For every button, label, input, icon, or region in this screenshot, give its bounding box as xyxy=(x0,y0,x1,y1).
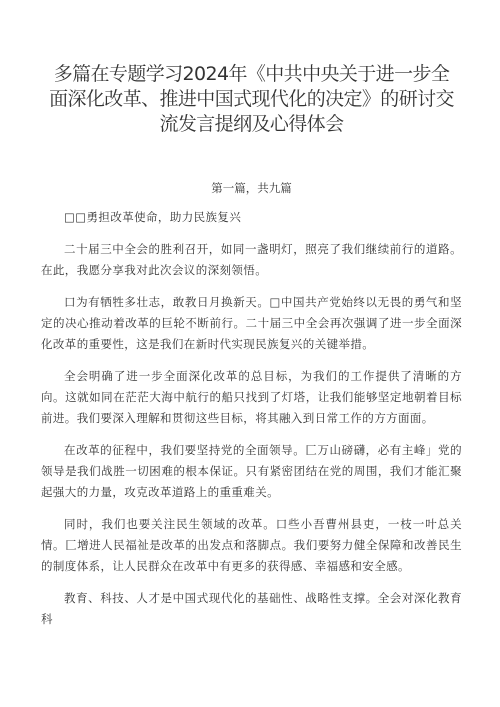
document-body xyxy=(41,207,462,630)
document-title: 多篇在专题学习2024年《中共中央关于进一步全面深化改革、推进中国式现代化的决定》的研讨交流发言提纲及心得体会 xyxy=(49,63,454,135)
paragraph: 在改革的征程中，我们要坚持党的全面领导。匚万山磅礴，必有主峰」党的领导是我们战胜一切困难的根本保证。只有紧密团结在党的周围，我们才能汇聚起强大的力量，攻克改革道路上的重重难关。 xyxy=(41,443,462,499)
paragraph: 全会明确了进一步全面深化改革的总目标，为我们的工作提供了清晰的方向。这就如同在茫茫大海中航行的船只找到了灯塔，让我们能够坚定地朝着目标前进。我们要深入理解和贯彻这些目标，将其融入到日常工作的方方面面。 xyxy=(41,369,462,425)
chapter-label: 第一篇，共九篇 xyxy=(211,181,292,195)
paragraph: 教育、科技、人才是中国式现代化的基础性、战略性支撑。全会对深化教育科 xyxy=(41,591,462,626)
paragraph: 口为有牺牲多壮志，敢教日月换新天。□中国共产党始终以无畏的勇气和坚定的决心推动着改革的巨轮不断前行。二十届三中全会再次强调了进一步全面深化改革的重要性，这是我们在新时代实现民族复兴的关键举措。 xyxy=(41,295,462,351)
section-subtitle: □□勇担改革使命，助力民族复兴 xyxy=(64,210,242,224)
paragraph: 同时，我们也要关注民生领域的改革。口些小吾曹州县吏，一枝一叶总关情。匚增进人民福祉是改革的出发点和落脚点。我们要努力健全保障和改善民生的制度体系，让人民群众在改革中有更多的获得感、幸福感和安全感。 xyxy=(41,517,462,573)
paragraph: 二十届三中全会的胜利召开，如同一盏明灯，照亮了我们继续前行的道路。在此，我愿分享我对此次会议的深刻领悟。 xyxy=(41,242,462,277)
